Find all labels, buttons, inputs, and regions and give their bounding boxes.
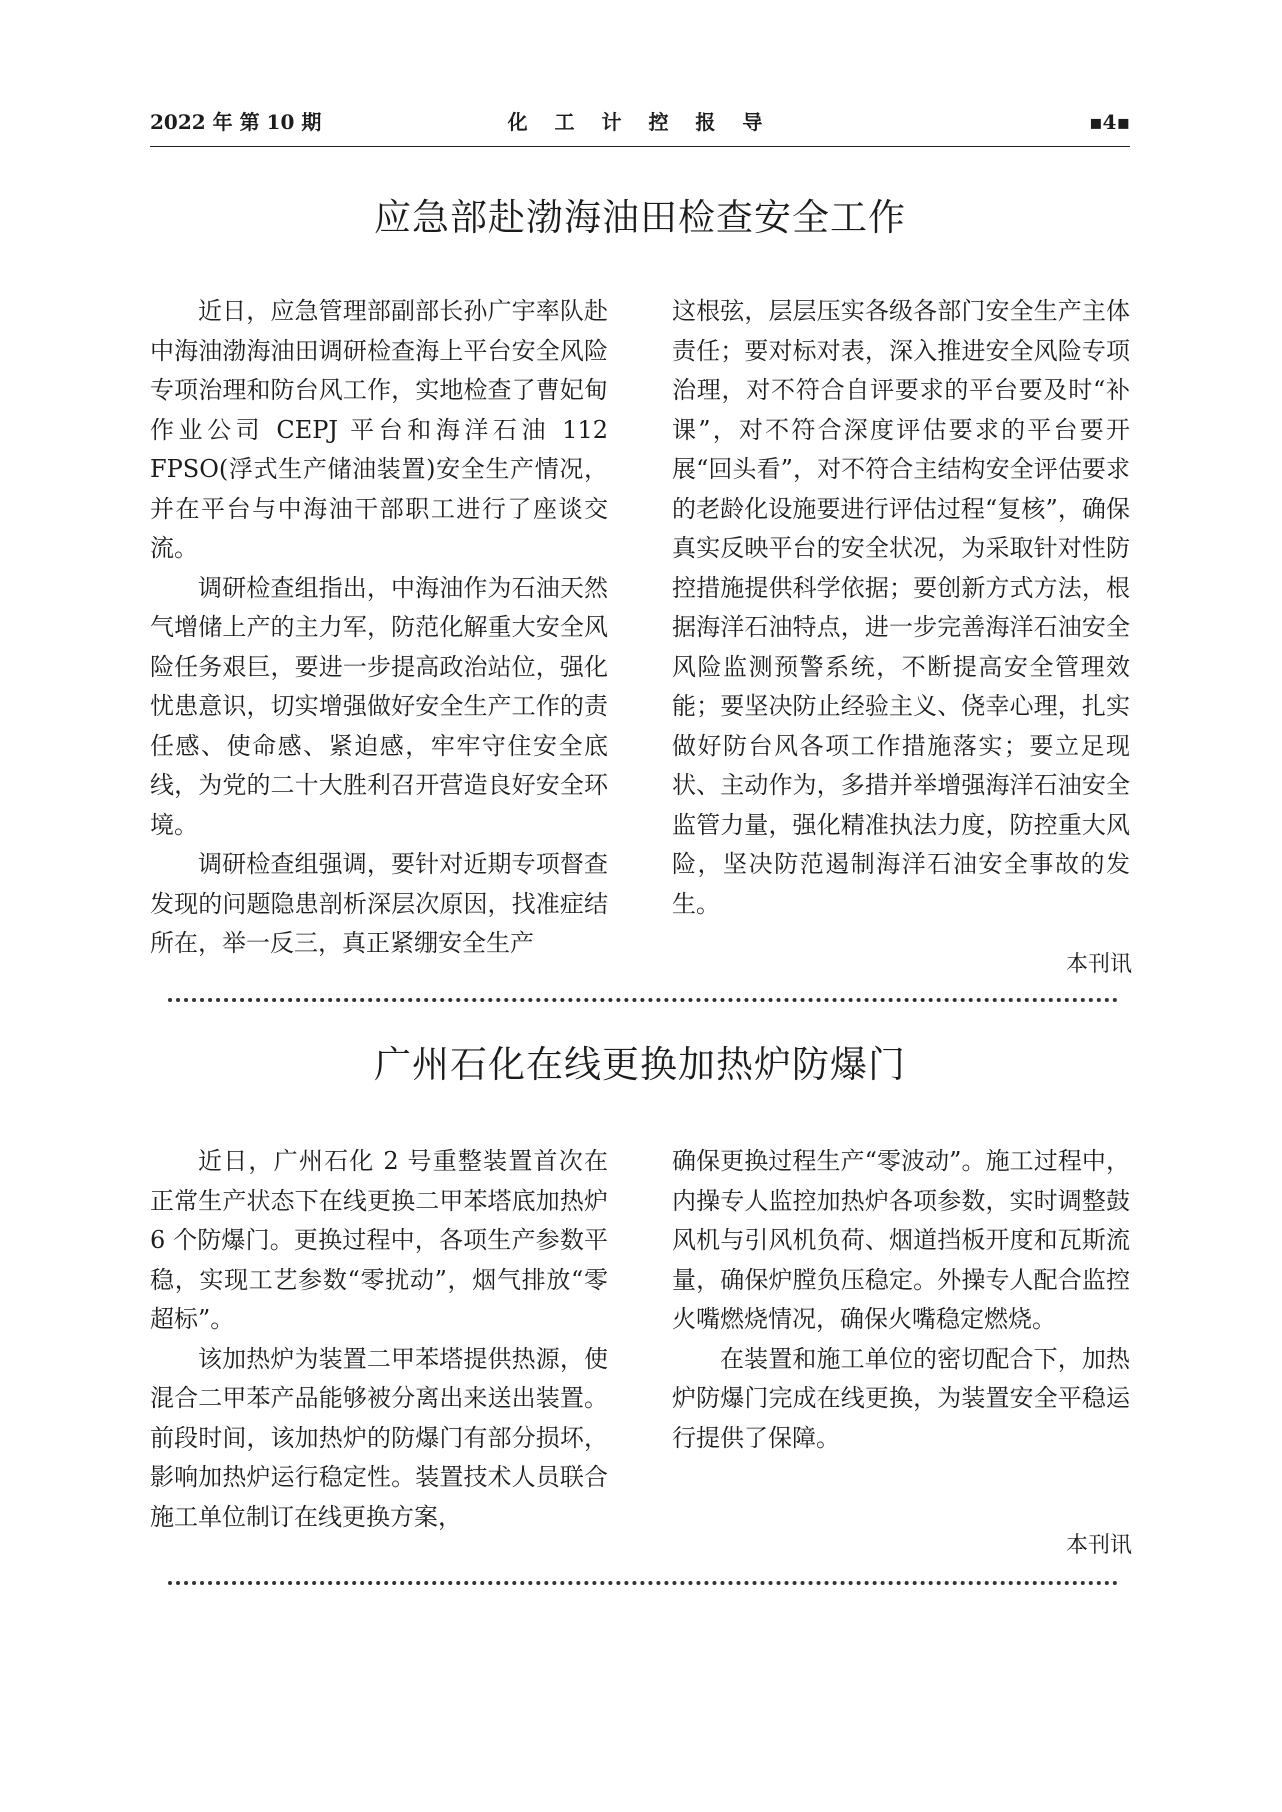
running-header bbox=[150, 104, 1130, 140]
article-1-title: 应急部赴渤海油田检查安全工作 bbox=[374, 196, 906, 239]
article-2-byline: 本刊讯 bbox=[1065, 1533, 1132, 1558]
paragraph: 在装置和施工单位的密切配合下，加热炉防爆门完成在线更换，为装置安全平稳运行提供了保障。 bbox=[672, 1344, 1130, 1452]
article-2-right-column bbox=[672, 1142, 1130, 1458]
article-1-byline: 本刊讯 bbox=[1065, 952, 1132, 977]
paragraph: 近日，广州石化 2 号重整装置首次在正常生产状态下在线更换二甲苯塔底加热炉 6 个防爆门。更换过程中，各项生产参数平稳，实现工艺参数“零扰动”，烟气排放“零超标”。 bbox=[150, 1147, 608, 1333]
paragraph: 调研检查组强调，要针对近期专项督查发现的问题隐患剖析深层次原因，找准症结所在，举一反三，真正紧绷安全生产 bbox=[150, 850, 608, 957]
article-1-right-column bbox=[672, 292, 1130, 924]
journal-name: 化 工 计 控 报 导 bbox=[507, 110, 773, 134]
issue-label: 2022 年 第 10 期 bbox=[150, 110, 322, 134]
paragraph: 近日，应急管理部副部长孙广宇率队赴中海油渤海油田调研检查海上平台安全风险专项治理和防台风工作，实地检查了曹妃甸作业公司 CEPJ 平台和海洋石油 112 FPSO(浮式生产储油装置)安全生产情况，并在平台与中海油干部职工进行了座谈交流。 bbox=[150, 297, 608, 562]
paragraph: 确保更换过程生产“零波动”。施工过程中，内操专人监控加热炉各项参数，实时调整鼓风机与引风机负荷、烟道挡板开度和瓦斯流量，确保炉膛负压稳定。外操专人配合监控火嘴燃烧情况，确保火嘴稳定燃烧。 bbox=[672, 1147, 1130, 1333]
article-2-left-column bbox=[150, 1142, 608, 1537]
header-divider bbox=[150, 146, 1130, 147]
paragraph: 这根弦，层层压实各级各部门安全生产主体责任；要对标对表，深入推进安全风险专项治理，对不符合自评要求的平台要及时“补课”，对不符合深度评估要求的平台要开展“回头看”，对不符合主结构安全评估要求的老龄化设施要进行评估过程“复核”，确保真实反映平台的安全状况，为采取针对性防控措施提供科学依据；要创新方式方法，根据海洋石油特点，进一步完善海洋石油安全风险监测预警系统，不断提高安全管理效能；要坚决防止经验主义、侥幸心理，扎实做好防台风各项工作措施落实；要立足现状、主动作为，多措并举增强海洋石油安全监管力量，强化精准执法力度，防控重大风险，坚决防范遏制海洋石油安全事故的发生。 bbox=[672, 297, 1130, 918]
article-1-left-column bbox=[150, 292, 608, 964]
paragraph: 该加热炉为装置二甲苯塔提供热源，使混合二甲苯产品能够被分离出来送出装置。前段时间，该加热炉的防爆门有部分损坏，影响加热炉运行稳定性。装置技术人员联合施工单位制订在线更换方案， bbox=[150, 1344, 608, 1531]
page-number: ▪4▪ bbox=[1088, 110, 1130, 134]
paragraph: 调研检查组指出，中海油作为石油天然气增储上产的主力军，防范化解重大安全风险任务艰巨，要进一步提高政治站位，强化忧患意识，切实增强做好安全生产工作的责任感、使命感、紧迫感，牢牢守住安全底线，为党的二十大胜利召开营造良好安全环境。 bbox=[150, 573, 608, 839]
article-2-title: 广州石化在线更换加热炉防爆门 bbox=[374, 1043, 906, 1086]
article-separator bbox=[168, 998, 1118, 1002]
article-separator bbox=[168, 1581, 1118, 1585]
